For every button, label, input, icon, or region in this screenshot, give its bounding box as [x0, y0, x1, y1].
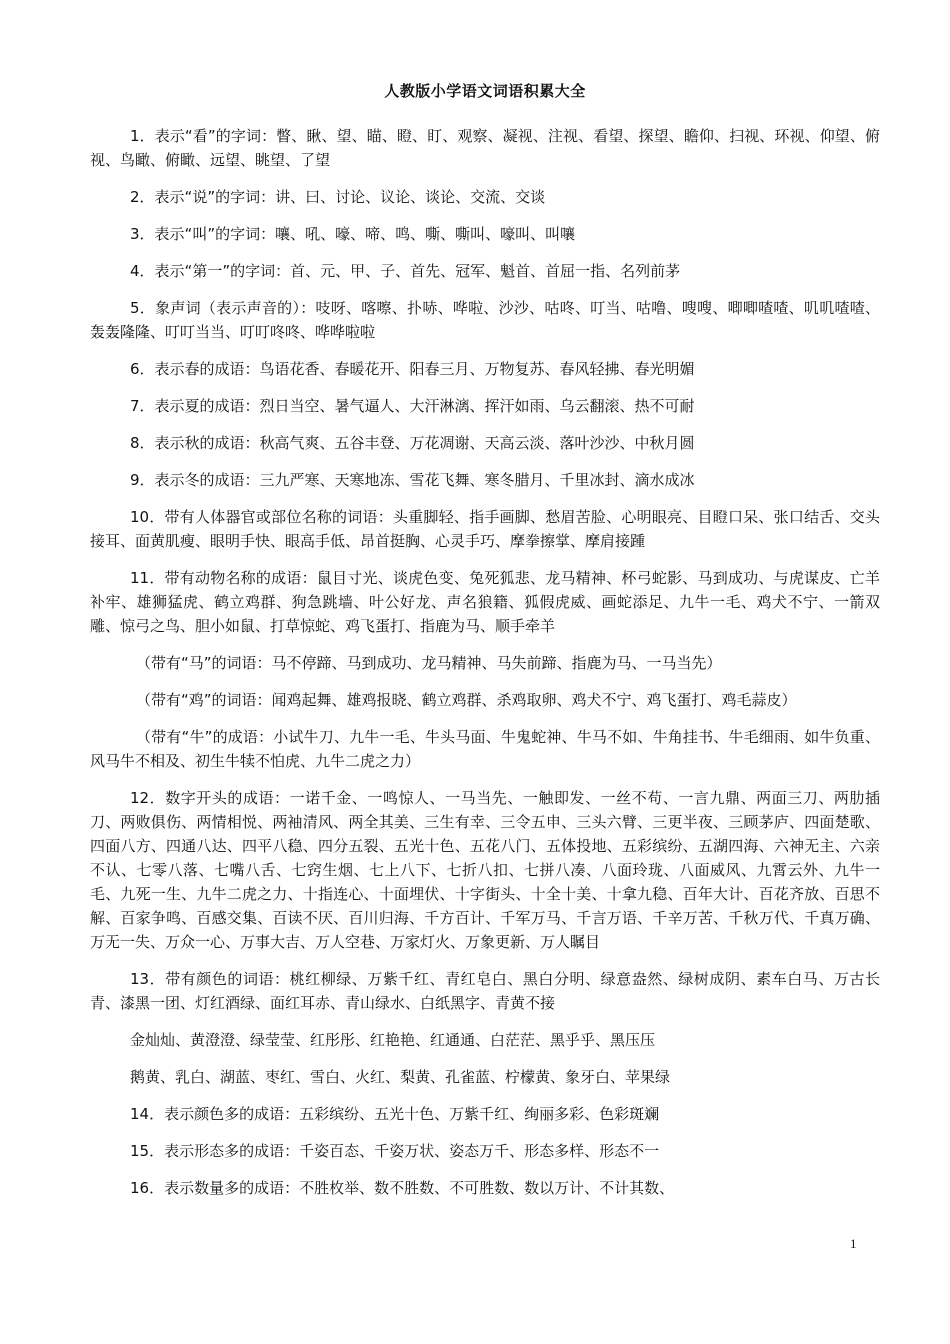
paragraph-color-reduplications: 金灿灿、黄澄澄、绿莹莹、红彤彤、红艳艳、红通通、白茫茫、黑乎乎、黑压压	[130, 1031, 656, 1049]
paragraph-number-idioms: 12．数字开头的成语：一诺千金、一鸣惊人、一马当先、一触即发、一丝不苟、一言九鼎、两面三刀、两肋插刀、两败俱伤、两情相悦、两袖清风、两全其美、三生有幸、三令五申、三头六臂、三更半夜、三顾茅庐、四面楚歌、四面八方、四通八达、四平八稳、四分五裂、五光十色、五花八门、五体投地、五彩缤纷、五湖四海、六神无主、六亲不认、七零八落、七嘴八舌、七窍生烟、七上八下、七折八扣、七拼八凑、八面玲珑、八面威风、九霄云外、九牛一毛、九死一生、九牛二虎之力、十指连心、十面埋伏、十字街头、十全十美、十拿九稳、百年大计、百花齐放、百思不解、百家争鸣、百感交集、百读不厌、百川归海、千方百计、千军万马、千言万语、千辛万苦、千秋万代、千真万确、万无一失、万众一心、万事大吉、万人空巷、万家灯火、万象更新、万人瞩目	[90, 789, 880, 951]
document-body	[90, 124, 880, 1213]
paragraph-color-words: 13．带有颜色的词语：桃红柳绿、万紫千红、青红皂白、黑白分明、绿意盎然、绿树成阴、素车白马、万古长青、漆黑一团、灯红酒绿、面红耳赤、青山绿水、白纸黑字、青黄不接	[90, 970, 880, 1012]
paragraph-chicken-words: （带有“鸡”的词语：闻鸡起舞、雄鸡报晓、鹤立鸡群、杀鸡取卵、鸡犬不宁、鸡飞蛋打、鸡毛蒜皮）	[136, 691, 797, 709]
document-title: 人教版小学语文词语积累大全	[384, 82, 586, 100]
paragraph-many-forms-idioms: 15．表示形态多的成语：千姿百态、千姿万状、姿态万千、形态多样、形态不一	[130, 1142, 660, 1160]
paragraph-animal-idioms: 11．带有动物名称的成语：鼠目寸光、谈虎色变、兔死狐悲、龙马精神、杯弓蛇影、马到成功、与虎谋皮、亡羊补牢、雄狮猛虎、鹤立鸡群、狗急跳墙、叶公好龙、声名狼籍、狐假虎威、画蛇添足、九牛一毛、鸡犬不宁、一箭双雕、惊弓之鸟、胆小如鼠、打草惊蛇、鸡飞蛋打、指鹿为马、顺手牵羊	[90, 569, 880, 635]
paragraph-autumn-idioms: 8．表示秋的成语：秋高气爽、五谷丰登、万花凋谢、天高云淡、落叶沙沙、中秋月圆	[130, 434, 695, 452]
paragraph-many-quantity-idioms: 16．表示数量多的成语：不胜枚举、数不胜数、不可胜数、数以万计、不计其数、	[130, 1179, 675, 1197]
paragraph-first-words: 4．表示“第一”的字词：首、元、甲、子、首先、冠军、魁首、首屈一指、名列前茅	[130, 262, 681, 280]
paragraph-ox-idioms: （带有“牛”的成语：小试牛刀、九牛一毛、牛头马面、牛鬼蛇神、牛马不如、牛角挂书、牛毛细雨、如牛负重、风马牛不相及、初生牛犊不怕虎、九牛二虎之力）	[90, 728, 880, 770]
paragraph-many-colors-idioms: 14．表示颜色多的成语：五彩缤纷、五光十色、万紫千红、绚丽多彩、色彩斑斓	[130, 1105, 660, 1123]
paragraph-see-words: 1．表示“看”的字词：瞥、瞅、望、瞄、瞪、盯、观察、凝视、注视、看望、探望、瞻仰、扫视、环视、仰望、俯视、鸟瞰、俯瞰、远望、眺望、了望	[90, 127, 880, 169]
paragraph-horse-words: （带有“马”的词语：马不停蹄、马到成功、龙马精神、马失前蹄、指鹿为马、一马当先）	[136, 654, 722, 672]
paragraph-onomatopoeia: 5．象声词（表示声音的）：吱呀、喀嚓、扑哧、哗啦、沙沙、咕咚、叮当、咕噜、嗖嗖、唧唧喳喳、叽叽喳喳、轰轰隆隆、叮叮当当、叮叮咚咚、哗哗啦啦	[90, 299, 880, 341]
paragraph-spring-idioms: 6．表示春的成语：鸟语花香、春暖花开、阳春三月、万物复苏、春风轻拂、春光明媚	[130, 360, 695, 378]
paragraph-summer-idioms: 7．表示夏的成语：烈日当空、暑气逼人、大汗淋漓、挥汗如雨、乌云翻滚、热不可耐	[130, 397, 695, 415]
paragraph-call-words: 3．表示“叫”的字词：嚷、吼、嚎、啼、鸣、嘶、嘶叫、嚎叫、叫嚷	[130, 225, 576, 243]
paragraph-winter-idioms: 9．表示冬的成语：三九严寒、天寒地冻、雪花飞舞、寒冬腊月、千里冰封、滴水成冰	[130, 471, 695, 489]
paragraph-body-part-words: 10．带有人体器官或部位名称的词语：头重脚轻、指手画脚、愁眉苦脸、心明眼亮、目瞪口呆、张口结舌、交头接耳、面黄肌瘦、眼明手快、眼高手低、昂首挺胸、心灵手巧、摩拳擦掌、摩肩接踵	[90, 508, 880, 550]
paragraph-color-names: 鹅黄、乳白、湖蓝、枣红、雪白、火红、梨黄、孔雀蓝、柠檬黄、象牙白、苹果绿	[130, 1068, 671, 1086]
page-number: 1	[850, 1236, 857, 1251]
paragraph-say-words: 2．表示“说”的字词：讲、曰、讨论、议论、谈论、交流、交谈	[130, 188, 546, 206]
